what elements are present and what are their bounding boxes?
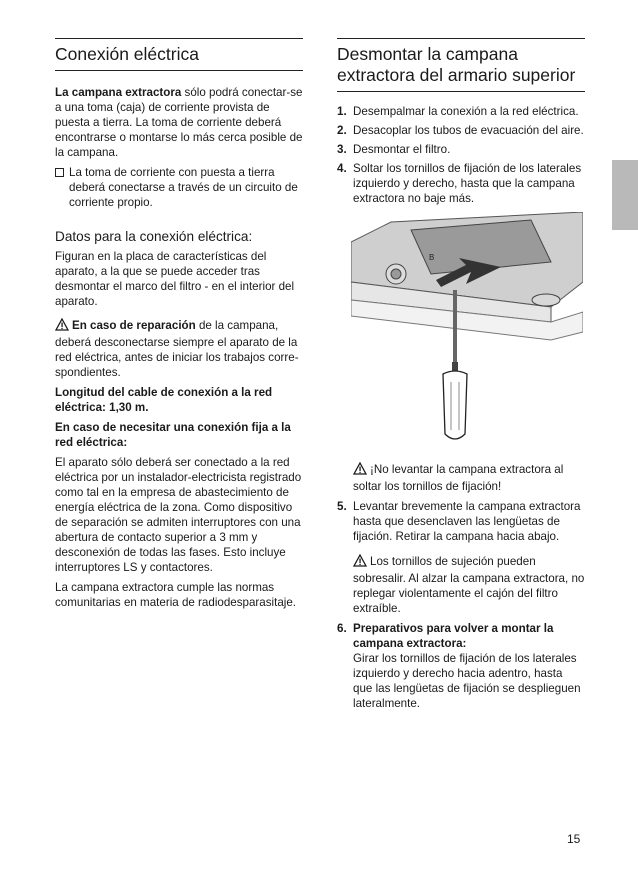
warning1-text: ¡No levantar la campana extractora al soltar los tornillos de fijación! (353, 463, 564, 493)
warning-screws (353, 554, 585, 616)
repair-warning (55, 318, 303, 380)
step-number: 5. (337, 500, 347, 513)
checkbox-icon (55, 165, 69, 210)
list-item (337, 161, 585, 206)
checklist-item (55, 165, 303, 210)
section-title-electrical-connection: Conexión eléctrica (55, 44, 303, 71)
fixed-connection-heading-text: En caso de necesitar una conexión fija a la red eléctrica: (55, 421, 291, 449)
screwdriver-illustration (351, 212, 583, 452)
list-item (337, 123, 585, 138)
step-text: Desacoplar los tubos de evacuación del aire. (353, 124, 584, 137)
list-item (337, 621, 585, 711)
intro-bold: La campana extractora (55, 86, 182, 99)
step-text: Soltar los tornillos de fijación de los laterales izquierdo y derecho, hasta que la campana extractora no baje más. (353, 162, 582, 205)
step-text: Girar los tornillos de fijación de los laterales izquierdo y derecho hacia adentro, hasta que las lengüetas de fijación se desplieguen lateralmente. (353, 652, 581, 710)
step-text: Levantar brevemente la campana extractora hasta que desenclaven las lengüetas de fijación. Retirar la campana hacia abajo. (353, 500, 581, 543)
page-number: 15 (567, 832, 581, 846)
repair-bold: En caso de reparación (72, 319, 196, 332)
step-six-content (353, 621, 585, 711)
step-number: 1. (337, 105, 347, 118)
warning2-text: Los tornillos de sujeción pueden sobresalir. Al alzar la campana extractora, no replegar violentamente el cajón del filtro extraíble. (353, 555, 585, 615)
data-paragraph: Figuran en la placa de características del aparato, a la que se puede acceder tras desmontar el marco del filtro - en el interior del aparato. (55, 250, 295, 308)
step-number: 4. (337, 162, 347, 175)
warning-icon (353, 554, 367, 571)
intro-paragraph (55, 85, 303, 160)
norms-paragraph: La campana extractora cumple las normas comunitarias en materia de radiodesparasitaje. (55, 581, 297, 609)
left-column (55, 38, 303, 615)
section-title-remove-hood: Desmontar la campana extractora del armario superior (337, 44, 585, 92)
step-number: 6. (337, 622, 347, 635)
steps-list (337, 104, 585, 206)
fixed-connection-heading (55, 420, 303, 450)
intro-text: sólo podrá conectar-se a una toma (caja) de corriente provista de puesta a tierra. La toma de corriente deberá encontrarse o montarse lo más cerca posible de la campana. (55, 86, 303, 159)
list-item (337, 142, 585, 157)
section-tab-marker (612, 160, 638, 230)
fixed-connection-paragraph: El aparato sólo deberá ser conectado a la red eléctrica por un instalador-electricista registrado como tal en la empresa de abastecimiento de energía eléctrica de la zona. Como dispositivo de separación se admiten interruptores con una abertura de contacto superior a 3 mm y desconexión de todas las fases. Esto incluye interruptores LS y contactores. (55, 456, 302, 574)
warning-icon (353, 462, 367, 479)
figure-label: B (429, 253, 435, 262)
list-item (337, 104, 585, 119)
step-number: 3. (337, 143, 347, 156)
step-text: Desempalmar la conexión a la red eléctrica. (353, 105, 579, 118)
list-item (337, 499, 585, 544)
step-number: 2. (337, 124, 347, 137)
data-heading: Datos para la conexión eléctrica: (55, 229, 253, 244)
checklist-text: La toma de corriente con puesta a tierra deberá conectarse a través de un circuito de corriente propio. (69, 166, 298, 209)
repair-text: de la campana, deberá desconectarse siempre el aparato de la red eléctrica, antes de iniciar los trabajos corre-spondientes. (55, 319, 299, 379)
cable-length-text: Longitud del cable de conexión a la red eléctrica: 1,30 m. (55, 386, 273, 414)
warning-icon (55, 318, 69, 335)
cable-length (55, 385, 303, 415)
step-heading: Preparativos para volver a montar la campana extractora: (353, 622, 554, 650)
right-column (337, 38, 585, 715)
step-text: Desmontar el filtro. (353, 143, 451, 156)
warning-no-lift (353, 462, 585, 494)
